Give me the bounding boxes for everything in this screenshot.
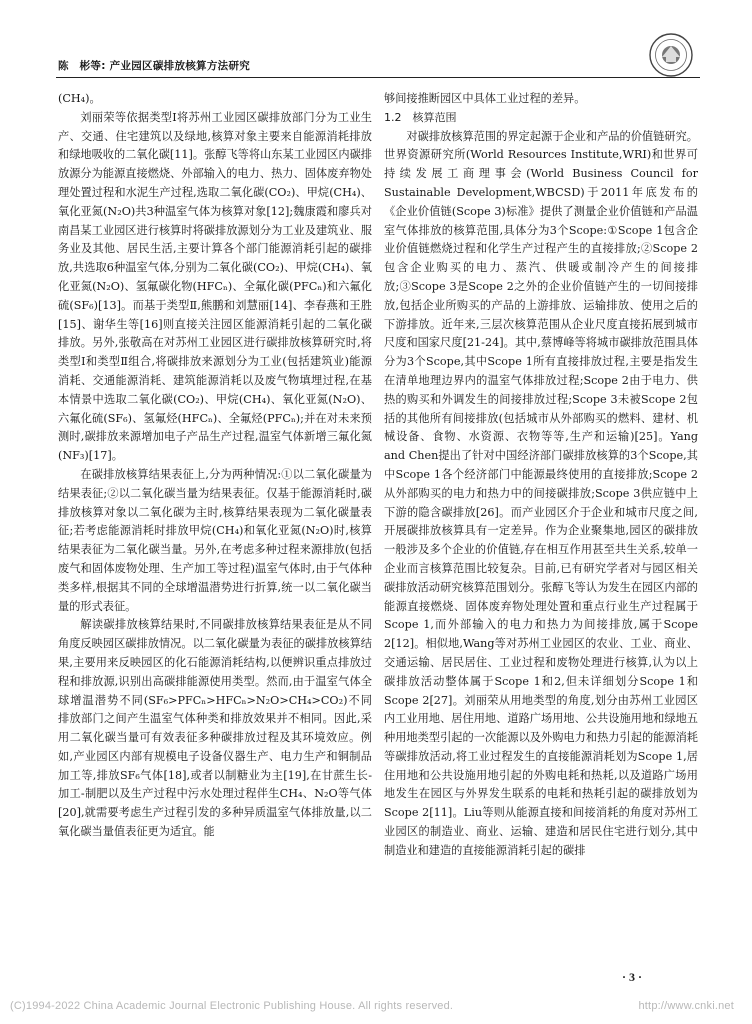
left-column bbox=[58, 90, 372, 842]
copyright-footer bbox=[10, 1000, 742, 1012]
paragraph: 刘丽荣等依据类型Ⅰ将苏州工业园区碳排放部门分为工业生产、交通、住宅建筑以及绿地,核算对象主要来自能源消耗排放和绿地吸收的二氧化碳[11]。张醇飞等将山东某工业园区内碳排放源分为能源直接燃烧、外部输入的电力、热力、固体废弃物处理处置过程和水泥生产过程,选取二氧化碳(CO₂)、甲烷(CH₄)、氧化亚氮(N₂O)共3种温室气体为核算对象[12];魏康霞和廖兵对南昌某工业园区进行核算时将碳排放源划分为工业及建筑业、服务业及其他、居民生活,主要计算各个部门能源消耗引起的碳排放,共选取6种温室气体,分别为二氧化碳(CO₂)、甲烷(CH₄)、氧化亚氮(N₂O)、氢氟碳化物(HFCₙ)、全氟化碳(PFCₙ)和六氟化硫(SF₆)[13]。而基于类型Ⅱ,熊鹏和刘慧丽[14]、李春燕和王胜[15]、谢华生等[16]则直接关注园区能源消耗引起的二氧化碳排放。另外,张敬高在对苏州工业园区进行碳排放核算研究时,将类型Ⅰ和类型Ⅱ组合,将碳排放来源划分为工业(包括建筑业)能源消耗、交通能源消耗、建筑能源消耗以及废气物填埋过程,在基本情景中选取二氧化碳(CO₂)、甲烷(CH₄)、氧化亚氮(N₂O)、六氟化硫(SF₆)、氢氟烃(HFCₙ)、全氟烃(PFCₙ);并在对未来预测时,碳排放来源增加电子产品生产过程,温室气体新增三氟化氮(NF₃)[17]。 bbox=[58, 110, 372, 463]
page-number: · 3 · bbox=[622, 970, 643, 984]
header-rule bbox=[56, 77, 700, 78]
university-seal-logo bbox=[648, 32, 694, 78]
copyright-text: (C)1994-2022 China Academic Journal Electronic Publishing House. All rights reserved. bbox=[10, 1000, 454, 1012]
paragraph: 解读碳排放核算结果时,不同碳排放核算结果表征是从不同角度反映园区碳排放情况。以二氧化碳量为表征的碳排放核算结果,主要用来反映园区的化石能源消耗结构,以便辨识重点排放过程和排放源,识别出高碳排能源使用类型。然而,由于温室气体全球增温潜势不同(SF₆>PFCₙ>HFCₙ>N₂O>CH₄>CO₂)不同排放部门之间产生温室气体种类和排放效果并不相同。因此,采用二氧化碳当量可有效表征多种碳排放过程及其环境效应。例如,产业园区内部有规模电子设备仪器生产、电力生产和铜制品加工等,排放SF₆气体[18],或者以制糖业为主[19],在甘蔗生长-加工-制肥以及生产过程中污水处理过程伴生CH₄、N₂O等气体[20],就需要考虑生产过程引发的多种异质温室气体排放量,以二氧化碳当量值表征更为适宜。能 bbox=[58, 618, 372, 839]
cnki-link[interactable]: http://www.cnki.net bbox=[638, 1000, 734, 1012]
right-column bbox=[384, 90, 698, 861]
running-head: 陈 彬等: 产业园区碳排放核算方法研究 bbox=[58, 60, 251, 72]
paragraph: 对碳排放核算范围的界定起源于企业和产品的价值链研究。世界资源研究所(World Resources Institute,WRI)和世界可持续发展工商理事会(World Business Council for Sustainable Development,WBCSD)于2011年底发布的《企业价值链(Scope 3)标准》提供了测量企业价值链和产品温室气体排放的核算范围,具体分为3个Scope:①Scope 1包含企业价值链燃烧过程和化学生产过程产生的直接排放;②Scope 2包含企业购买的电力、蒸汽、供暖或制冷产生的间接排放;③Scope 3是Scope 2之外的企业价值链产生的一切间接排放,包括企业所购买的产品的上游排放、运输排放、使用之后的下游排放。近年来,三层次核算范围从企业尺度直接拓展到城市尺度和国家尺度[21-24]。其中,蔡博峰等将城市碳排放范围具体分为3个Scope,其中Scope 1所有直接排放过程,主要是指发生在清单地理边界内的温室气体排放过程;Scope 2由于电力、供热的购买和外调发生的间接排放过程;Scope 3未被Scope 2包括的其他所有间接排放(包括城市从外部购买的燃料、建材、机械设备、食物、水资源、衣物等等,生产和运输)[25]。Yang and Chen提出了针对中国经济部门碳排放核算的3个Scope,其中Scope 1各个经济部门中能源最终使用的直接排放;Scope 2从外部购买的电力和热力中的间接碳排放;Scope 3供应链中上下游的隐含碳排放[26]。而产业园区介于企业和城市尺度之间,开展碳排放核算具有一定差异。作为企业聚集地,园区的碳排放一般涉及多个企业的价值链,存在相互作用甚至共生关系,较单一企业而言核算范围比较复杂。目前,已有研究学者对与园区相关碳排放活动研究核算范围划分。张醇飞等认为发生在园区内部的能源直接燃烧、固体废弃物处理处置和重点行业生产过程属于Scope 1,而外部输入的电力和热力为间接排放,属于Scope 2[12]。相似地,Wang等对苏州工业园区的农业、工业、商业、交通运输、居民居住、工业过程和废物处理进行核算,认为以上碳排放活动整体属于Scope 1和2,但未详细划分Scope 1和Scope 2[27]。刘丽荣从用地类型的角度,划分由苏州工业园区内工业用地、居住用地、道路广场用地、公共设施用地和绿地五种用地类型引起的一次能源以及外购电力和热力引起的能源消耗等碳排放活动,将工业过程发生的直接能源消耗划为Scope 1,居住用地和公共设施用地引起的外购电耗和热耗,以及道路广场用地发生在园区与外界发生联系的电耗和热耗引起的碳排放划为Scope 2[11]。Liu等则从能源直接和间接消耗的角度对苏州工业园区的制造业、商业、运输、建造和居民住宅进行划分,其中制造业和建造的直接能源消耗引起的碳排 bbox=[384, 129, 698, 857]
paragraph: (CH₄)。 bbox=[58, 92, 101, 105]
paragraph: 够间接推断园区中具体工业过程的差异。 bbox=[384, 92, 586, 105]
paragraph: 在碳排放核算结果表征上,分为两种情况:①以二氧化碳量为结果表征;②以二氧化碳当量为结果表征。仅基于能源消耗时,碳排放核算对象以二氧化碳为主时,核算结果表现为二氧化碳量表征;若考虑能源消耗时排放甲烷(CH₄)和氧化亚氮(N₂O)时,核算结果表征为二氧化碳当量。另外,在考虑多种过程来源排放(包括废气和固体废物处理、生产加工等过程)温室气体时,由于气体种类多样,根据其不同的全球增温潜势进行折算,统一以二氧化碳当量的形式表征。 bbox=[58, 467, 372, 613]
section-title: 1.2 核算范围 bbox=[384, 110, 457, 124]
